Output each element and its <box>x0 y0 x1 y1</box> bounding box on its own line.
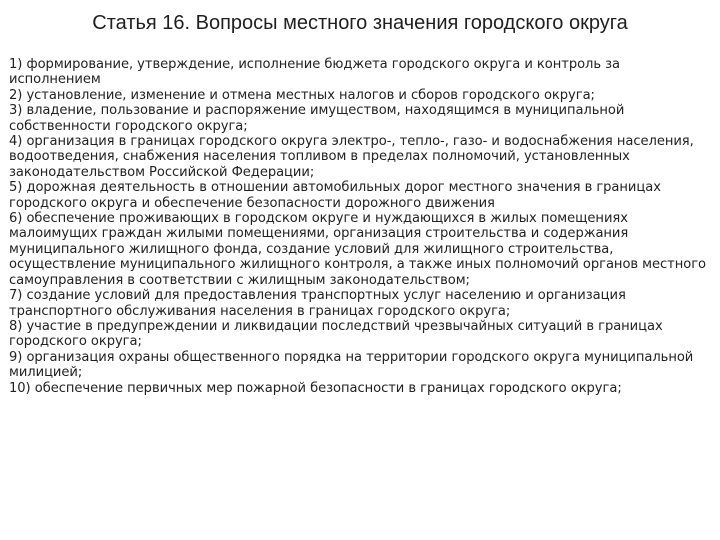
list-item: 3) владение, пользование и распоряжение имуществом, находящимся в муниципальной собственности городского округа; <box>9 103 625 134</box>
list-item: 5) дорожная деятельность в отношении автомобильных дорог местного значения в границах городского округа и обеспечение безопасности дорожного движения <box>9 180 661 211</box>
list-item: 6) обеспечение проживающих в городском округе и нуждающихся в жилых помещениях малоимущих граждан жилыми помещениями, организация строительства и содержания муниципального жилищного фонда, создание условий для жилищного строительства, осуществление муниципального жилищного контроля, а также иных полномочий органов местного самоуправления в соответствии с жилищным законодательством; <box>9 211 707 288</box>
list-item: 8) участие в предупреждении и ликвидации последствий чрезвычайных ситуаций в границах городского округа; <box>9 318 663 350</box>
list-item: 2) установление, изменение и отмена местных налогов и сборов городского округа; <box>9 87 595 103</box>
article-items-list <box>9 57 714 396</box>
list-item: 1) формирование, утверждение, исполнение бюджета городского округа и контроль за исполнением <box>9 57 621 88</box>
list-item: 9) организация охраны общественного порядка на территории городского округа муниципальной милицией; <box>9 349 694 381</box>
list-item: 10) обеспечение первичных мер пожарной безопасности в границах городского округа; <box>9 380 622 396</box>
list-item: 7) создание условий для предоставления транспортных услуг населению и организация транспортного обслуживания населения в границах городского округа; <box>9 288 626 319</box>
list-item: 4) организация в границах городского округа электро-, тепло-, газо- и водоснабжения населения, водоотведения, снабжения населения топливом в пределах полномочий, установленных законодательством Российской Федерации; <box>9 134 694 180</box>
slide-title: Статья 16. Вопросы местного значения городского округа <box>92 12 628 34</box>
